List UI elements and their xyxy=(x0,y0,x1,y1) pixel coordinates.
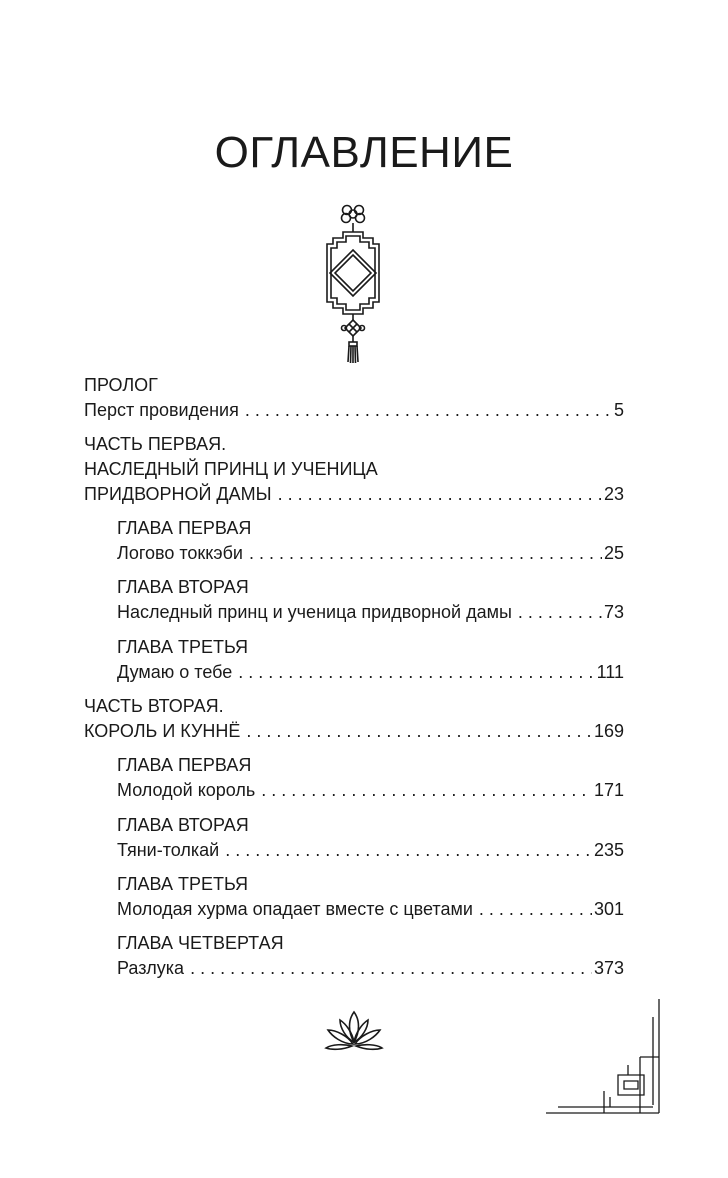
chapter-heading: ГЛАВА ЧЕТВЕРТАЯ xyxy=(117,933,284,953)
chapter-heading: ГЛАВА ПЕРВАЯ xyxy=(117,755,252,775)
chapter-heading: ГЛАВА ТРЕТЬЯ xyxy=(117,637,248,657)
page-title: ОГЛАВЛЕНИЕ xyxy=(214,128,514,177)
entry-title: Разлука xyxy=(117,958,185,978)
toc-entry-chapter[interactable] xyxy=(117,778,624,802)
toc-entry-chapter[interactable] xyxy=(117,600,624,624)
corner-lattice-icon xyxy=(544,995,668,1119)
entry-page: 171 xyxy=(593,780,624,800)
entry-title: Тяни-толкай xyxy=(117,840,220,860)
leader-dots xyxy=(249,541,602,565)
hanging-knot-ornament-icon xyxy=(319,198,387,366)
toc-entry-part1[interactable] xyxy=(84,482,624,506)
chapter-heading: ГЛАВА ВТОРАЯ xyxy=(117,815,249,835)
leader-dots xyxy=(246,719,592,743)
prologue-heading: ПРОЛОГ xyxy=(84,375,158,395)
leader-dots xyxy=(190,956,592,980)
toc-entry-prologue[interactable] xyxy=(84,398,624,422)
entry-page: 235 xyxy=(593,840,624,860)
leader-dots xyxy=(225,838,592,862)
entry-title: Наследный принц и ученица придворной дамы xyxy=(117,602,512,622)
entry-page: 25 xyxy=(603,543,624,563)
chapter-heading: ГЛАВА ВТОРАЯ xyxy=(117,577,249,597)
chapter-heading: ГЛАВА ПЕРВАЯ xyxy=(117,518,252,538)
toc-entry-chapter[interactable] xyxy=(117,897,624,921)
entry-page: 5 xyxy=(613,400,624,420)
entry-page: 169 xyxy=(593,721,624,741)
part2-heading-line1: ЧАСТЬ ВТОРАЯ. xyxy=(84,696,224,716)
entry-page: 301 xyxy=(593,899,624,919)
entry-page: 23 xyxy=(603,484,624,504)
leader-dots xyxy=(261,778,592,802)
entry-title: Перст провидения xyxy=(84,400,239,420)
entry-page: 373 xyxy=(593,958,624,978)
toc-entry-chapter[interactable] xyxy=(117,838,624,862)
toc-entry-part2[interactable] xyxy=(84,719,624,743)
toc-entry-chapter[interactable] xyxy=(117,660,624,684)
part1-heading-line1: ЧАСТЬ ПЕРВАЯ. xyxy=(84,434,227,454)
entry-title: Молодая хурма опадает вместе с цветами xyxy=(117,899,473,919)
chapter-heading: ГЛАВА ТРЕТЬЯ xyxy=(117,874,248,894)
entry-title: КОРОЛЬ И КУННЁ xyxy=(84,721,241,741)
entry-title: Логово токкэби xyxy=(117,543,243,563)
lotus-icon xyxy=(322,1008,386,1060)
part1-heading-line2: НАСЛЕДНЫЙ ПРИНЦ И УЧЕНИЦА xyxy=(84,459,378,479)
leader-dots xyxy=(479,897,592,921)
leader-dots xyxy=(278,482,602,506)
entry-title: ПРИДВОРНОЙ ДАМЫ xyxy=(84,484,272,504)
entry-page: 111 xyxy=(596,662,624,682)
entry-title: Думаю о тебе xyxy=(117,662,233,682)
leader-dots xyxy=(245,398,612,422)
entry-page: 73 xyxy=(603,602,624,622)
leader-dots xyxy=(238,660,594,684)
leader-dots xyxy=(518,600,602,624)
toc-entry-chapter[interactable] xyxy=(117,541,624,565)
toc-entry-chapter[interactable] xyxy=(117,956,624,980)
entry-title: Молодой король xyxy=(117,780,256,800)
